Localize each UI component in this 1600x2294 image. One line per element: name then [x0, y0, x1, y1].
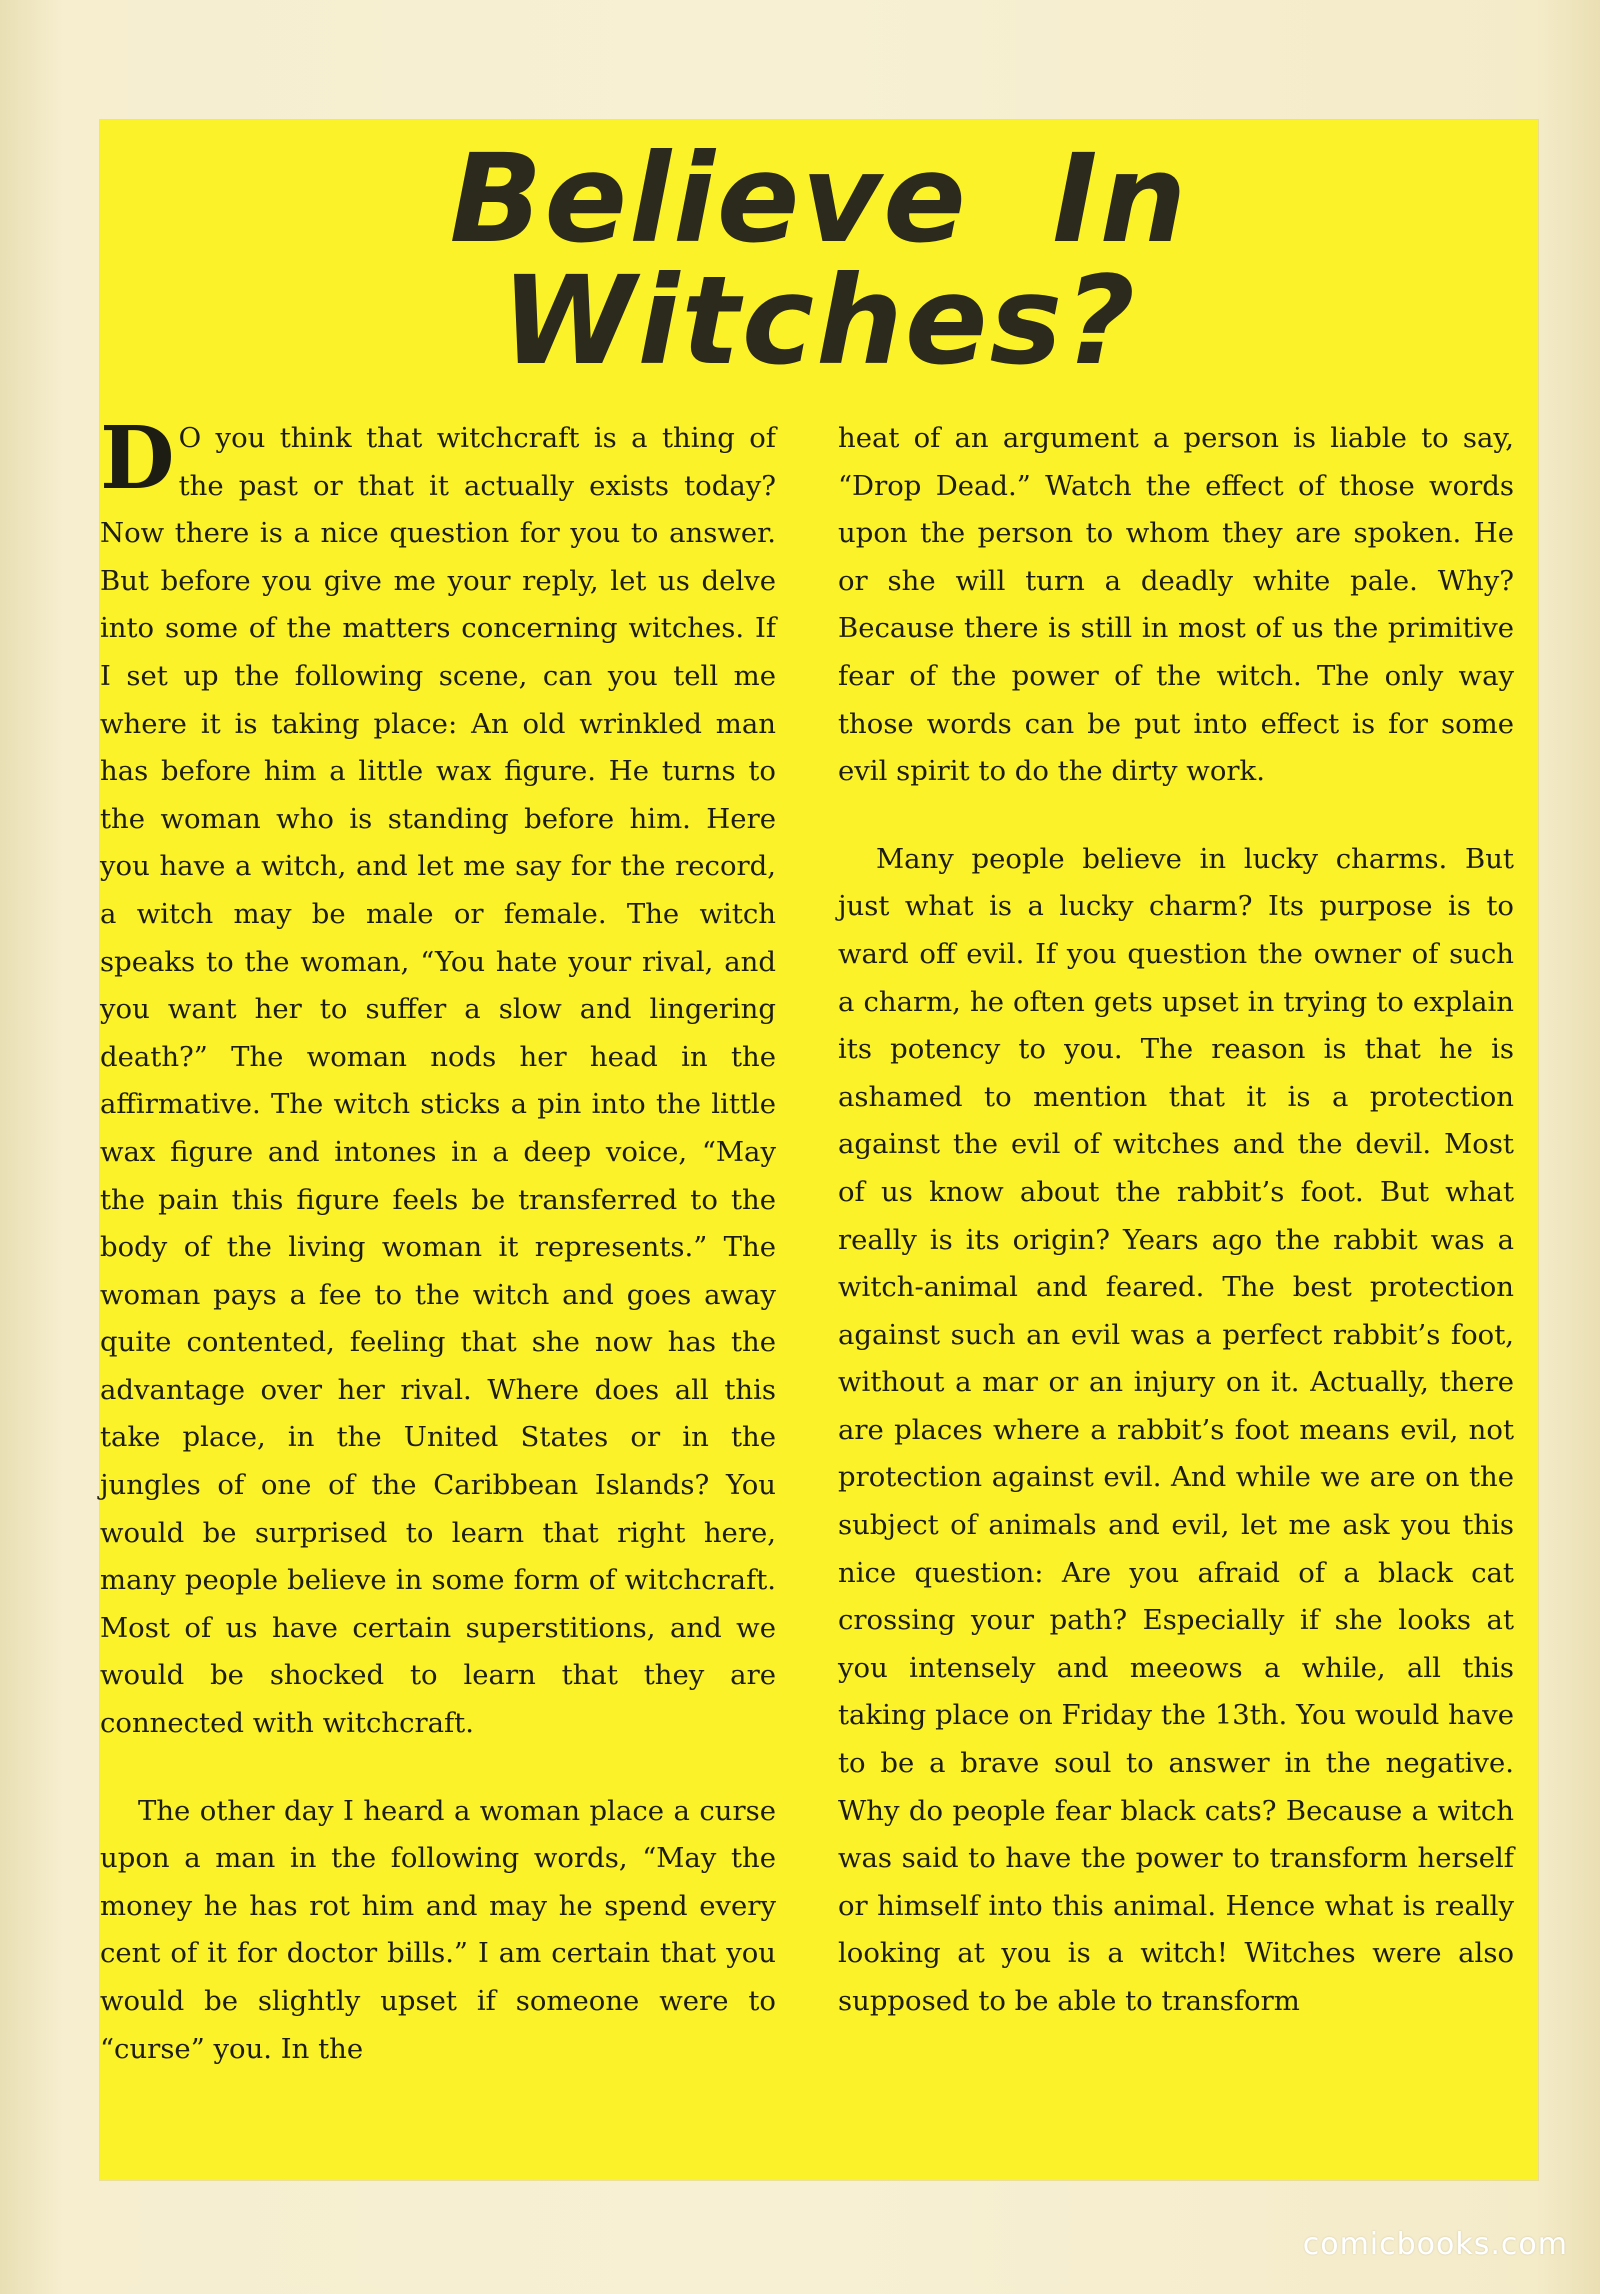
left-column — [100, 408, 776, 2073]
paragraph: Many people believe in lucky charms. But just what is a lucky charm? Its purpose is to ward off evil. If you question the owner of such a charm, he often gets upset in trying to explain its potency to you. The reason is that he is ashamed to mention that it is a protection against the evil of witches and the devil. Most of us know about the rabbit’s foot. But what really is its origin? Years ago the rabbit was a witch-animal and feared. The best protection against such an evil was a perfect rabbit’s foot, without a mar or an injury on it. Actually, there are places where a rabbit’s foot means evil, not protection against evil. And while we are on the subject of animals and evil, let me ask you this nice question: Are you afraid of a black cat crossing your path? Especially if she looks at you intensely and meeows a while, all this taking place on Friday the 13th. You would have to be a brave soul to answer in the negative. Why do people fear black cats? Because a witch was said to have the power to transform herself or himself into this animal. Hence what is really looking at you is a witch! Witches were also supposed to be able to transform — [838, 842, 1514, 2017]
paragraph: heat of an argument a person is liable to say, “Drop Dead.” Watch the effect of those words upon the person to whom they are spoken. He or she will turn a deadly white pale. Why? Because there is still in most of us the primitive fear of the power of the witch. The only way those words can be put into effect is for some evil spirit to do the dirty work. — [838, 422, 1514, 788]
paragraph — [100, 408, 776, 1748]
paragraph-text: O you think that witchcraft is a thing of the past or that it actually exists today? Now there is a nice question for you to answer. But before you give me your reply, let us delve into some of the matters concerning witches. If I set up the following scene, can you tell me where it is taking place: An old wrinkled man has before him a little wax figure. He turns to the woman who is standing before him. Here you have a witch, and let me say for the record, a witch may be male or female. The witch speaks to the woman, “You hate your rival, and you want her to suffer a slow and lingering death?” The woman nods her head in the affirmative. The witch sticks a pin into the little wax figure and intones in a deep voice, “May the pain this figure feels be transferred to the body of the living woman it represents.” The woman pays a fee to the witch and goes away quite contented, feeling that she now has the advantage over her rival. Where does all this take place, in the United States or in the jungles of one of the Caribbean Islands? You would be surprised to learn that right here, many people believe in some form of witchcraft. Most of us have certain superstitions, and we would be shocked to learn that they are connected with witchcraft. — [100, 422, 776, 1740]
article-title: Believe In Witches? — [449, 128, 1189, 392]
paragraph: The other day I heard a woman place a curse upon a man in the following words, “May the money he has rot him and may he spend every cent of it for doctor bills.” I am certain that you would be slightly upset if someone were to “curse” you. In the — [100, 1794, 776, 2065]
site-watermark: comicbooks.com — [1302, 2227, 1568, 2262]
drop-cap: D — [100, 408, 175, 509]
right-column — [838, 415, 1514, 2026]
